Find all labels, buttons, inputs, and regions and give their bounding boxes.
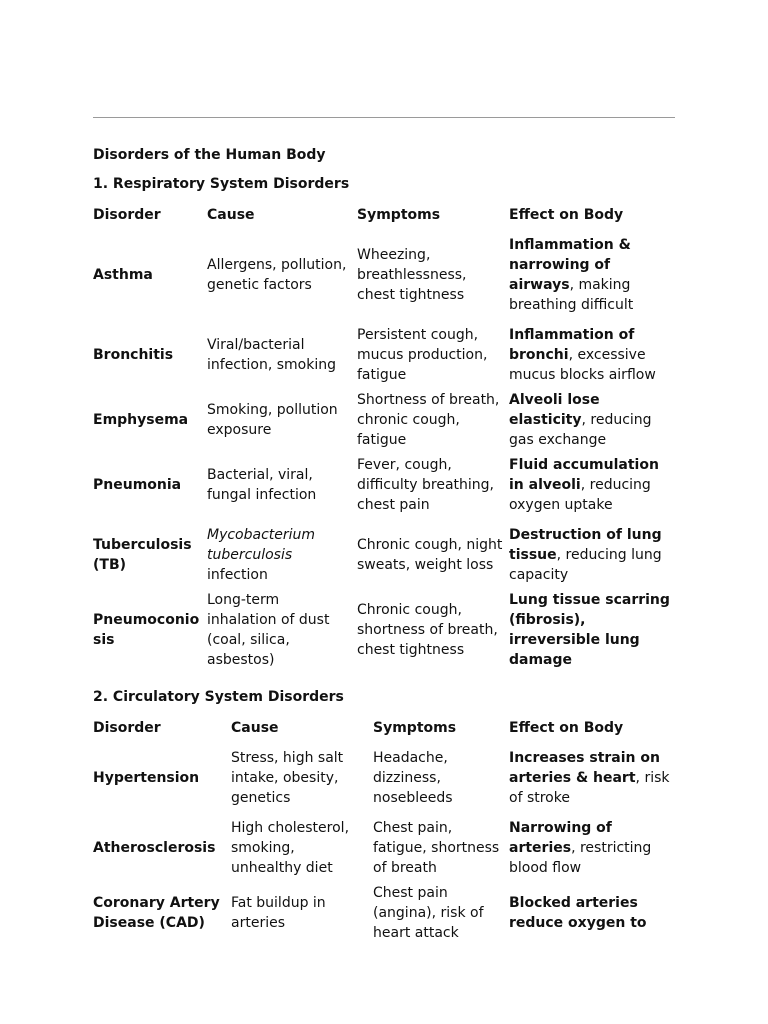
cause-text: Bacterial, viral, fungal infection: [207, 467, 317, 503]
table-header-row: [93, 200, 675, 230]
disorder-name: Coronary Artery Disease (CAD): [93, 895, 220, 931]
table-row: [93, 230, 675, 320]
effect-bold-text: Fluid accumulation in alveoli: [509, 457, 659, 493]
column-header-symptoms: Symptoms: [373, 720, 457, 736]
circulatory-disorders-table: [93, 713, 675, 943]
cause-text: infection: [207, 567, 268, 583]
effect-bold-text: Inflammation & narrowing of airways: [509, 237, 631, 293]
effect-bold-text: Destruction of lung tissue: [509, 527, 662, 563]
column-header-symptoms: Symptoms: [357, 207, 441, 223]
disorder-symptoms: Chest pain, fatigue, shortness of breath: [373, 820, 500, 876]
disorder-symptoms: Chest pain (angina), risk of heart attack: [373, 885, 484, 941]
disorder-effect: [509, 450, 675, 520]
effect-bold-text: Lung tissue scarring (fibrosis), irreversible lung damage: [509, 592, 670, 668]
effect-bold-text: Narrowing of arteries: [509, 820, 612, 856]
section-heading-respiratory: 1. Respiratory System Disorders: [93, 176, 350, 192]
document-title: Disorders of the Human Body: [93, 147, 326, 163]
disorder-effect: [509, 813, 675, 883]
disorder-name: Emphysema: [93, 412, 189, 428]
disorder-cause: [207, 230, 357, 320]
horizontal-rule: [93, 117, 675, 118]
disorder-cause: [207, 390, 357, 450]
disorder-cause: [231, 743, 373, 813]
disorder-name: Bronchitis: [93, 347, 174, 363]
table-header-row: [93, 713, 675, 743]
effect-text: , excessive mucus blocks airflow: [509, 347, 656, 383]
table-row: [93, 813, 675, 883]
effect-text: , reducing oxygen uptake: [509, 477, 651, 513]
effect-text: , reducing gas exchange: [509, 412, 652, 448]
table-row: [93, 883, 675, 943]
disorder-name: Atherosclerosis: [93, 840, 216, 856]
disorder-name: Hypertension: [93, 770, 200, 786]
respiratory-disorders-table: [93, 200, 675, 670]
column-header-effect: Effect on Body: [509, 720, 624, 736]
effect-bold-text: Inflammation of bronchi: [509, 327, 635, 363]
cause-text: Smoking, pollution exposure: [207, 402, 338, 438]
disorder-name: Asthma: [93, 267, 153, 283]
table-row: [93, 320, 675, 390]
table-row: [93, 743, 675, 813]
cause-text: High cholesterol, smoking, unhealthy diet: [231, 820, 350, 876]
disorder-symptoms: Fever, cough, difficulty breathing, chest pain: [357, 457, 494, 513]
disorder-symptoms: Shortness of breath, chronic cough, fatigue: [357, 392, 500, 448]
column-header-effect: Effect on Body: [509, 207, 624, 223]
effect-text: , risk of stroke: [509, 770, 670, 806]
disorder-name: Pneumoconiosis: [93, 612, 200, 648]
disorder-symptoms: Persistent cough, mucus production, fatigue: [357, 327, 488, 383]
cause-text: Long-term inhalation of dust (coal, silica, asbestos): [207, 592, 330, 668]
column-header-cause: Cause: [207, 207, 255, 223]
table-row: [93, 390, 675, 450]
table-row: [93, 590, 675, 670]
effect-bold-text: Blocked arteries reduce oxygen to: [509, 895, 647, 931]
disorder-name: Tuberculosis (TB): [93, 537, 192, 573]
cause-text: Fat buildup in arteries: [231, 895, 326, 931]
effect-text: , making breathing difficult: [509, 277, 634, 313]
disorder-cause: [231, 813, 373, 883]
disorder-symptoms: Chronic cough, night sweats, weight loss: [357, 537, 503, 573]
disorder-cause: [231, 883, 373, 943]
effect-bold-text: Increases strain on arteries & heart: [509, 750, 660, 786]
disorder-cause: [207, 450, 357, 520]
disorder-effect: [509, 320, 675, 390]
cause-text: Allergens, pollution, genetic factors: [207, 257, 347, 293]
disorder-effect: [509, 390, 675, 450]
disorder-effect: [509, 590, 675, 670]
column-header-cause: Cause: [231, 720, 279, 736]
section-heading-circulatory: 2. Circulatory System Disorders: [93, 689, 344, 705]
disorder-effect: [509, 230, 675, 320]
disorder-effect: [509, 743, 675, 813]
disorder-cause: [207, 590, 357, 670]
disorder-symptoms: Headache, dizziness, nosebleeds: [373, 750, 453, 806]
disorder-effect: [509, 520, 675, 590]
column-header-disorder: Disorder: [93, 207, 161, 223]
table-row: [93, 520, 675, 590]
cause-text: Stress, high salt intake, obesity, genetics: [231, 750, 344, 806]
table-row: [93, 450, 675, 520]
disorder-cause: [207, 520, 357, 590]
disorder-symptoms: Chronic cough, shortness of breath, chest tightness: [357, 602, 498, 658]
disorder-symptoms: Wheezing, breathlessness, chest tightness: [357, 247, 467, 303]
effect-text: , reducing lung capacity: [509, 547, 662, 583]
cause-text: Viral/bacterial infection, smoking: [207, 337, 336, 373]
disorder-effect: [509, 883, 675, 943]
disorder-cause: [207, 320, 357, 390]
cause-italic-text: Mycobacterium tuberculosis: [207, 527, 316, 563]
disorder-name: Pneumonia: [93, 477, 182, 493]
effect-bold-text: Alveoli lose elasticity: [509, 392, 600, 428]
column-header-disorder: Disorder: [93, 720, 161, 736]
effect-text: , restricting blood flow: [509, 840, 652, 876]
